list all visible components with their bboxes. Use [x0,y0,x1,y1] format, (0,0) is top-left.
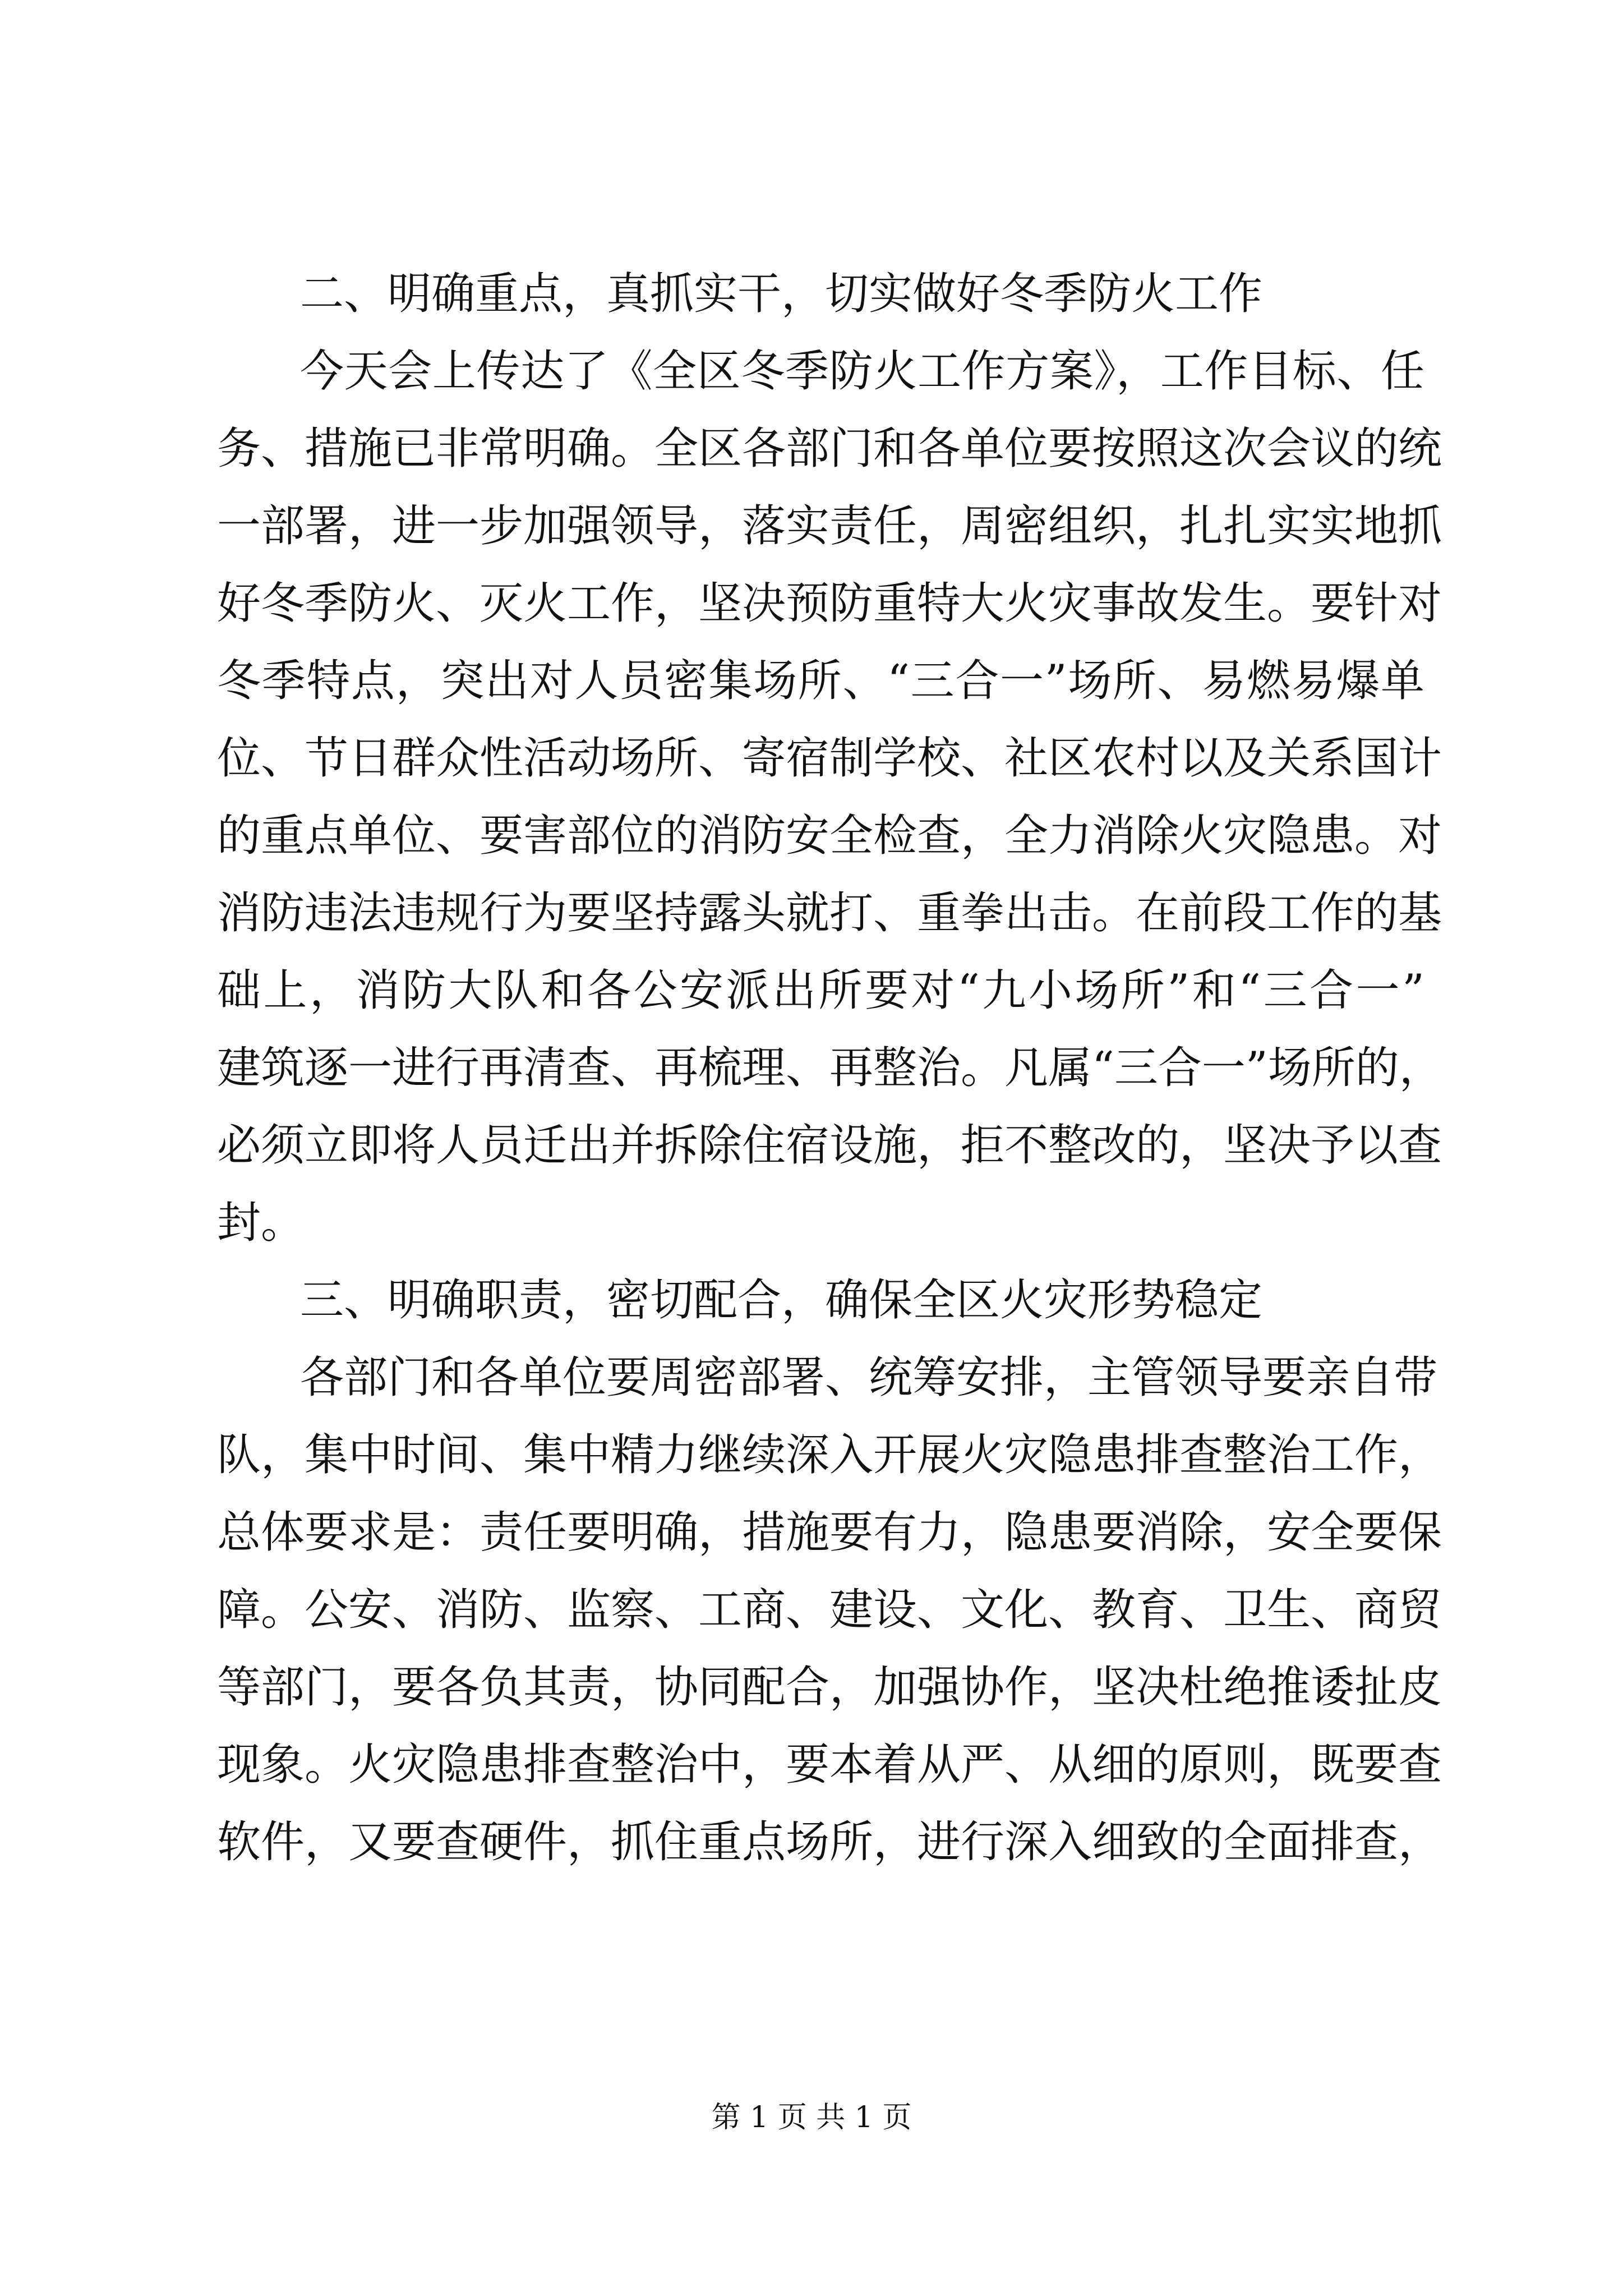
document-body [217,255,1443,1881]
text-line: 封。 [217,1198,305,1248]
text-line: 今天会上传达了《全区冬季防火工作方案》，工作目标、任 [300,346,1424,397]
text-line: 各部门和各单位要周密部署、统筹安排，主管领导要亲自带 [300,1352,1438,1403]
text-line: 障。公安、消防、监察、工商、建设、文化、教育、卫生、商贸 [217,1585,1442,1635]
text-line: 好冬季防火、灭火工作，坚决预防重特大火灾事故发生。要针对 [217,578,1442,629]
text-line: 三、明确职责，密切配合，确保全区火灾形势稳定 [300,1275,1263,1326]
text-line: 现象。火灾隐患排查整治中，要本着从严、从细的原则，既要查 [217,1740,1442,1790]
text-line: 必须立即将人员迁出并拆除住宿设施，拒不整改的，坚决予以查 [217,1120,1442,1171]
text-line: 冬季特点，突出对人员密集场所、“三合一”场所、易燃易爆单 [217,656,1424,706]
page-footer: 第 1 页 共 1 页 [711,2101,912,2134]
text-line: 消防违法违规行为要坚持露头就打、重拳出击。在前段工作的基 [217,888,1442,938]
text-line: 础上，消防大队和各公安派出所要对“九小场所”和“三合一” [217,965,1424,1016]
text-line: 二、明确重点，真抓实干，切实做好冬季防火工作 [300,269,1263,319]
text-line: 务、措施已非常明确。全区各部门和各单位要按照这次会议的统 [217,424,1442,474]
text-line: 软件，又要查硬件，抓住重点场所，进行深入细致的全面排查， [217,1817,1442,1867]
text-line: 位、节日群众性活动场所、寄宿制学校、社区农村以及关系国计 [217,733,1442,784]
text-line: 队，集中时间、集中精力继续深入开展火灾隐患排查整治工作， [217,1430,1442,1480]
text-line: 一部署，进一步加强领导，落实责任，周密组织，扎扎实实地抓 [217,501,1442,551]
text-line: 等部门，要各负其责，协同配合，加强协作，坚决杜绝推诿扯皮 [217,1662,1442,1713]
text-line: 建筑逐一进行再清查、再梳理、再整治。凡属“三合一”场所的， [217,1043,1443,1093]
text-line: 总体要求是：责任要明确，措施要有力，隐患要消除，安全要保 [217,1507,1442,1558]
text-line: 的重点单位、要害部位的消防安全检查，全力消除火灾隐患。对 [217,811,1442,861]
